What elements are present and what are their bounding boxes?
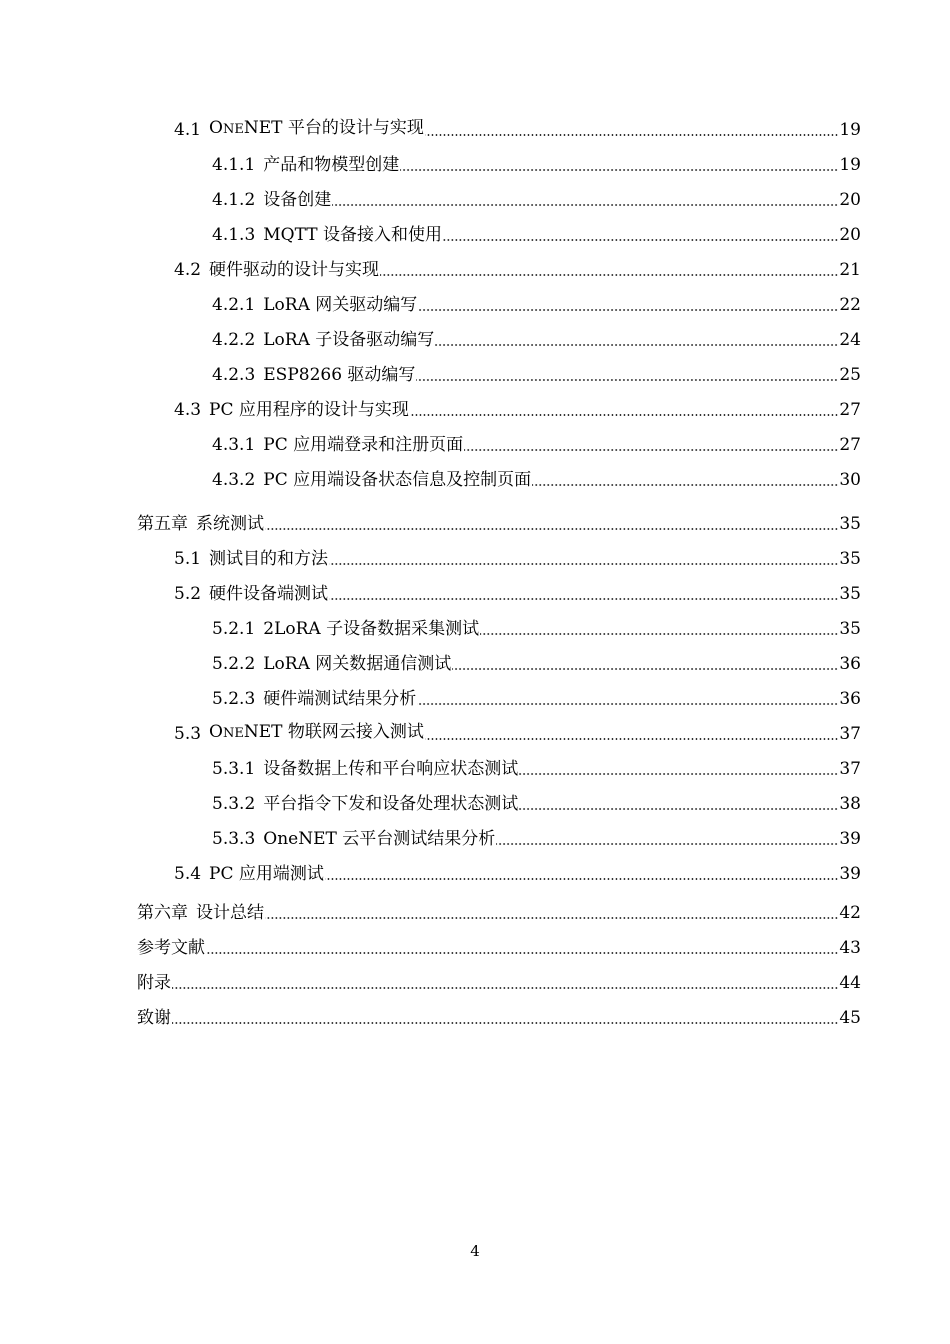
toc-entry-page: 36 (839, 689, 861, 709)
toc-entry[interactable] (174, 117, 861, 141)
toc-dot-leader (425, 134, 838, 136)
toc-dot-leader (265, 528, 838, 530)
toc-dot-leader (443, 239, 838, 241)
toc-entry-number: 4.2.2 (212, 330, 256, 350)
toc-entry-number: 5.3.3 (212, 829, 256, 849)
toc-dot-leader (400, 169, 838, 171)
toc-entry-number: 4.3 (174, 400, 202, 420)
toc-entry-number: 5.3 (174, 724, 202, 744)
toc-entry-page: 44 (839, 973, 861, 993)
toc-entry-title: 产品和物模型创建 (263, 155, 400, 175)
toc-entry-title: PC 应用程序的设计与实现 (209, 400, 409, 420)
toc-dot-leader (480, 633, 838, 635)
toc-dot-leader (416, 379, 838, 381)
toc-entry-number: 5.4 (174, 864, 202, 884)
toc-entry[interactable] (212, 826, 861, 850)
toc-entry-title: 系统测试 (196, 514, 264, 534)
toc-dot-leader (464, 449, 838, 451)
toc-dot-leader (410, 414, 838, 416)
toc-dot-leader (532, 484, 838, 486)
toc-entry[interactable] (212, 222, 861, 246)
toc-entry[interactable] (174, 581, 861, 605)
toc-entry-page: 25 (839, 365, 861, 385)
toc-entry-page: 35 (839, 549, 861, 569)
toc-entry-page: 20 (839, 225, 861, 245)
toc-entry-page: 45 (839, 1008, 861, 1028)
toc-dot-leader (325, 878, 838, 880)
toc-entry-page: 35 (839, 619, 861, 639)
toc-entry[interactable] (212, 616, 861, 640)
toc-dot-leader (329, 563, 838, 565)
toc-entry-title: LoRA 网关数据通信测试 (263, 654, 452, 674)
toc-entry-title: 平台指令下发和设备处理状态测试 (263, 794, 519, 814)
toc-dot-leader (519, 773, 838, 775)
toc-dot-leader (332, 204, 838, 206)
toc-entry-number: 第六章 (137, 903, 188, 923)
toc-entry-title: 设备数据上传和平台响应状态测试 (263, 759, 519, 779)
toc-dot-leader (265, 917, 838, 919)
toc-entry-number: 5.3.1 (212, 759, 256, 779)
toc-entry-page: 43 (839, 938, 861, 958)
toc-entry-page: 27 (839, 435, 861, 455)
toc-entry-number: 5.1 (174, 549, 202, 569)
toc-entry[interactable] (174, 721, 861, 745)
toc-entry-page: 37 (839, 724, 861, 744)
toc-dot-leader (417, 703, 838, 705)
toc-dot-leader (496, 843, 838, 845)
toc-dot-leader (172, 987, 838, 989)
toc-entry[interactable] (174, 861, 861, 885)
toc-entry-page: 37 (839, 759, 861, 779)
toc-entry[interactable] (212, 432, 861, 456)
toc-entry-number: 5.2.1 (212, 619, 256, 639)
toc-entry-page: 24 (839, 330, 861, 350)
toc-entry-title: 2LoRA 子设备数据采集测试 (263, 619, 480, 639)
toc-dot-leader (206, 952, 838, 954)
toc-entry-number: 4.1.1 (212, 155, 256, 175)
toc-entry[interactable] (212, 362, 861, 386)
toc-entry-page: 30 (839, 470, 861, 490)
toc-entry-title: 硬件端测试结果分析 (263, 689, 417, 709)
toc-entry[interactable] (212, 651, 861, 675)
toc-entry-page: 20 (839, 190, 861, 210)
toc-entry[interactable] (174, 546, 861, 570)
toc-entry[interactable] (137, 970, 861, 994)
toc-entry-number: 5.2 (174, 584, 202, 604)
toc-entry-number: 4.1.2 (212, 190, 256, 210)
toc-entry[interactable] (174, 257, 861, 281)
toc-entry[interactable] (212, 686, 861, 710)
toc-entry[interactable] (212, 187, 861, 211)
toc-entry-number: 4.2.3 (212, 365, 256, 385)
toc-entry-title: 硬件设备端测试 (209, 584, 329, 604)
toc-entry-page: 19 (839, 120, 861, 140)
toc-entry[interactable] (174, 397, 861, 421)
toc-entry-title: PC 应用端登录和注册页面 (263, 435, 464, 455)
toc-entry[interactable] (137, 935, 861, 959)
toc-entry-title: ESP8266 驱动编写 (263, 365, 416, 385)
toc-entry-title: MQTT 设备接入和使用 (263, 225, 443, 245)
toc-entry-number: 第五章 (137, 514, 188, 534)
toc-entry[interactable] (137, 1005, 861, 1029)
toc-entry-title: PC 应用端测试 (209, 864, 324, 884)
toc-entry[interactable] (212, 467, 861, 491)
toc-entry-page: 27 (839, 400, 861, 420)
toc-entry-title: OneNET 云平台测试结果分析 (263, 829, 496, 849)
toc-dot-leader (425, 738, 838, 740)
toc-entry-title: 致谢 (137, 1008, 171, 1028)
toc-dot-leader (418, 309, 838, 311)
toc-entry-title: ONENET 平台的设计与实现 (209, 118, 424, 138)
toc-entry-number: 5.2.2 (212, 654, 256, 674)
toc-entry[interactable] (212, 791, 861, 815)
toc-entry-number: 5.3.2 (212, 794, 256, 814)
toc-entry-title: 参考文献 (137, 938, 205, 958)
toc-dot-leader (452, 668, 838, 670)
toc-entry-number: 5.2.3 (212, 689, 256, 709)
toc-entry-number: 4.2 (174, 260, 202, 280)
toc-entry-number: 4.1 (174, 120, 202, 140)
toc-dot-leader (329, 598, 838, 600)
toc-dot-leader (380, 274, 838, 276)
toc-entry-page: 22 (839, 295, 861, 315)
toc-entry[interactable] (212, 756, 861, 780)
toc-entry-page: 35 (839, 584, 861, 604)
toc-entry-title: 测试目的和方法 (209, 549, 329, 569)
toc-entry-number: 4.3.2 (212, 470, 256, 490)
toc-dot-leader (519, 808, 838, 810)
toc-entry-title: LoRA 子设备驱动编写 (263, 330, 435, 350)
toc-entry-page: 39 (839, 829, 861, 849)
toc-entry-page: 36 (839, 654, 861, 674)
toc-entry-title: ONENET 物联网云接入测试 (209, 722, 424, 742)
toc-entry-page: 39 (839, 864, 861, 884)
toc-entry-title: 附录 (137, 973, 171, 993)
toc-dot-leader (172, 1022, 838, 1024)
page-number: 4 (470, 1242, 480, 1260)
toc-entry-page: 21 (839, 260, 861, 280)
toc-entry-number: 4.2.1 (212, 295, 256, 315)
toc-dot-leader (435, 344, 838, 346)
toc-entry-number: 4.3.1 (212, 435, 256, 455)
toc-entry-title: 设计总结 (196, 903, 264, 923)
toc-entry-number: 4.1.3 (212, 225, 256, 245)
toc-entry-title: 设备创建 (263, 190, 332, 210)
toc-entry-page: 38 (839, 794, 861, 814)
toc-entry-page: 19 (839, 155, 861, 175)
toc-entry-page: 35 (839, 514, 861, 534)
toc-entry[interactable] (212, 327, 861, 351)
toc-entry-title: PC 应用端设备状态信息及控制页面 (263, 470, 532, 490)
toc-entry[interactable] (137, 900, 861, 924)
toc-entry[interactable] (137, 511, 861, 535)
toc-entry[interactable] (212, 292, 861, 316)
toc-entry-title: LoRA 网关驱动编写 (263, 295, 418, 315)
toc-entry-title: 硬件驱动的设计与实现 (209, 260, 380, 280)
toc-entry-page: 42 (839, 903, 861, 923)
toc-entry[interactable] (212, 152, 861, 176)
